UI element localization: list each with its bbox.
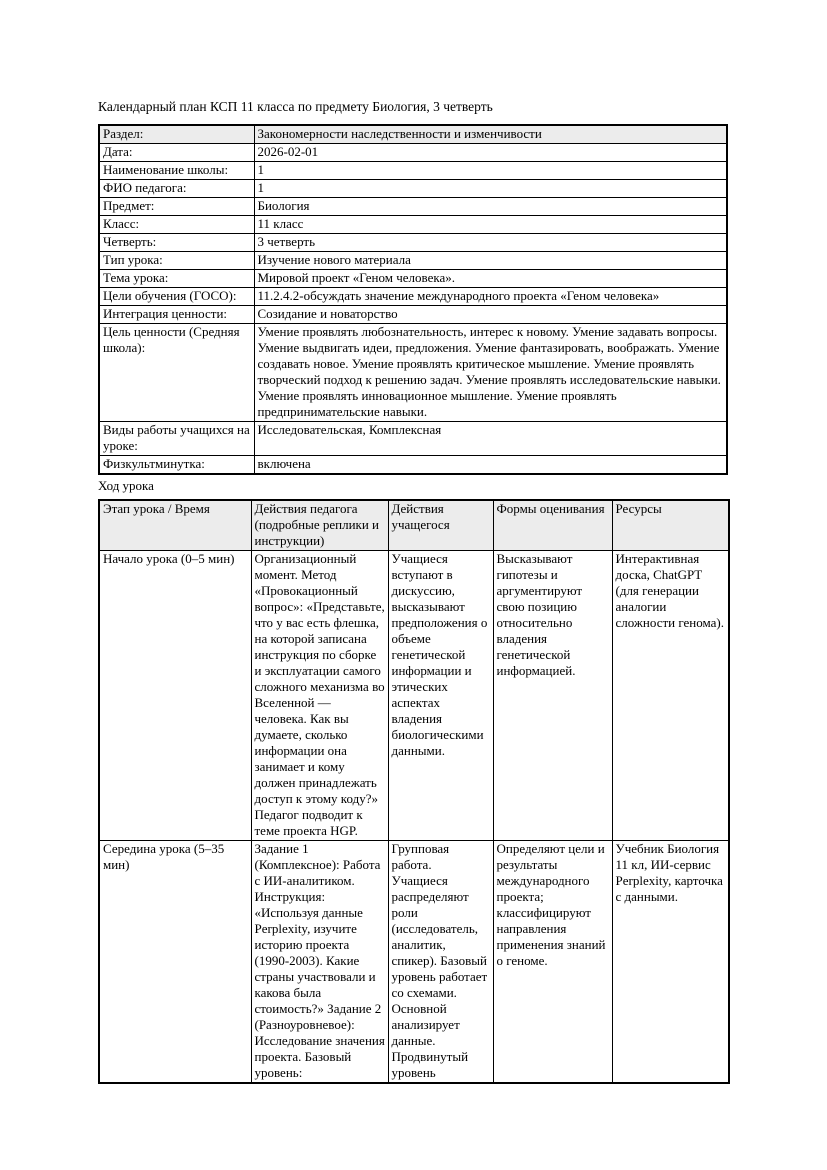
stage-cell: Середина урока (5–35 мин) (99, 841, 251, 1083)
document-page (98, 99, 728, 1084)
table-row (99, 125, 727, 143)
page-title: Календарный план КСП 11 класса по предмету Биология, 3 четверть (98, 99, 493, 114)
table-row (99, 421, 727, 455)
assessment-cell: Высказывают гипотезы и аргументируют свою позицию относительно владения генетической информацией. (493, 551, 612, 841)
info-row-value: 11.2.4.2-обсуждать значение международного проекта «Геном человека» (254, 288, 727, 306)
table-row (99, 162, 727, 180)
info-row-label: Класс: (99, 216, 254, 234)
info-row-value: Закономерности наследственности и изменчивости (254, 125, 727, 143)
table-row (99, 180, 727, 198)
lesson-table (98, 499, 730, 1083)
column-header-stage: Этап урока / Время (99, 500, 251, 550)
info-row-label: Наименование школы: (99, 162, 254, 180)
teacher-actions-cell: Задание 1 (Комплексное): Работа с ИИ-аналитиком. Инструкция: «Используя данные Perplexity, изучите историю проекта (1990-2003). Какие страны участвовали и какова была стоимость?» Задание 2 (Разноуровневое): Исследование значения проекта. Базовый уровень: (251, 841, 388, 1083)
table-row (99, 551, 729, 841)
student-actions-cell: Групповая работа. Учащиеся распределяют роли (исследователь, аналитик, спикер). Базовый уровень работает со схемами. Основной анализирует данные. Продвинутый уровень (388, 841, 493, 1083)
table-row (99, 306, 727, 324)
info-row-label: Раздел: (99, 125, 254, 143)
info-row-value: Исследовательская, Комплексная (254, 421, 727, 455)
info-row-value: 1 (254, 180, 727, 198)
column-header-assessment: Формы оценивания (493, 500, 612, 550)
info-row-label: Интеграция ценности: (99, 306, 254, 324)
info-row-value: 3 четверть (254, 234, 727, 252)
info-row-value: 11 класс (254, 216, 727, 234)
info-row-label: ФИО педагога: (99, 180, 254, 198)
info-row-value: включена (254, 455, 727, 473)
table-header-row (99, 500, 729, 550)
info-row-value: 1 (254, 162, 727, 180)
info-row-value: Биология (254, 198, 727, 216)
info-row-label: Четверть: (99, 234, 254, 252)
table-row (99, 198, 727, 216)
info-row-label: Тип урока: (99, 252, 254, 270)
info-row-value: Созидание и новаторство (254, 306, 727, 324)
info-row-value: 2026-02-01 (254, 144, 727, 162)
info-row-label: Дата: (99, 144, 254, 162)
teacher-actions-cell: Организационный момент. Метод «Провокационный вопрос»: «Представьте, что у вас есть флешка, на которой записана инструкция по сборке и эксплуатации самого сложного механизма во Вселенной — человека. Как вы думаете, сколько информации она занимает и кому должен принадлежать доступ к этому коду?» Педагог подводит к теме проекта HGP. (251, 551, 388, 841)
table-row (99, 288, 727, 306)
table-row (99, 252, 727, 270)
section-heading: Ход урока (98, 477, 154, 493)
info-row-label: Предмет: (99, 198, 254, 216)
info-row-value: Мировой проект «Геном человека». (254, 270, 727, 288)
table-row (99, 144, 727, 162)
info-row-label: Цель ценности (Средняя школа): (99, 324, 254, 422)
table-row (99, 234, 727, 252)
info-row-label: Физкультминутка: (99, 455, 254, 473)
table-row (99, 455, 727, 473)
table-row (99, 270, 727, 288)
resources-cell: Интерактивная доска, ChatGPT (для генерации аналогии сложности генома). (612, 551, 729, 841)
info-row-value: Изучение нового материала (254, 252, 727, 270)
column-header-student-actions: Действия учащегося (388, 500, 493, 550)
column-header-resources: Ресурсы (612, 500, 729, 550)
assessment-cell: Определяют цели и результаты международного проекта; классифицируют направления применения знаний о геноме. (493, 841, 612, 1083)
info-table (98, 124, 728, 475)
student-actions-cell: Учащиеся вступают в дискуссию, высказывают предположения о объеме генетической информации и этических аспектах владения биологическими данными. (388, 551, 493, 841)
resources-cell: Учебник Биология 11 кл, ИИ-сервис Perplexity, карточка с данными. (612, 841, 729, 1083)
info-row-label: Тема урока: (99, 270, 254, 288)
info-row-label: Цели обучения (ГОСО): (99, 288, 254, 306)
info-row-value: Умение проявлять любознательность, интерес к новому. Умение задавать вопросы. Умение выдвигать идеи, предложения. Умение фантазировать, воображать. Умение создавать новое. Умение проявлять критическое мышление. Умение проявлять творческий подход к решению задач. Умение проявлять исследовательские навыки. Умение проявлять инновационное мышление. Умение проявлять предпринимательские навыки. (254, 324, 727, 422)
table-row (99, 324, 727, 422)
table-row (99, 216, 727, 234)
column-header-teacher-actions: Действия педагога (подробные реплики и инструкции) (251, 500, 388, 550)
info-row-label: Виды работы учащихся на уроке: (99, 421, 254, 455)
table-row (99, 841, 729, 1083)
stage-cell: Начало урока (0–5 мин) (99, 551, 251, 841)
